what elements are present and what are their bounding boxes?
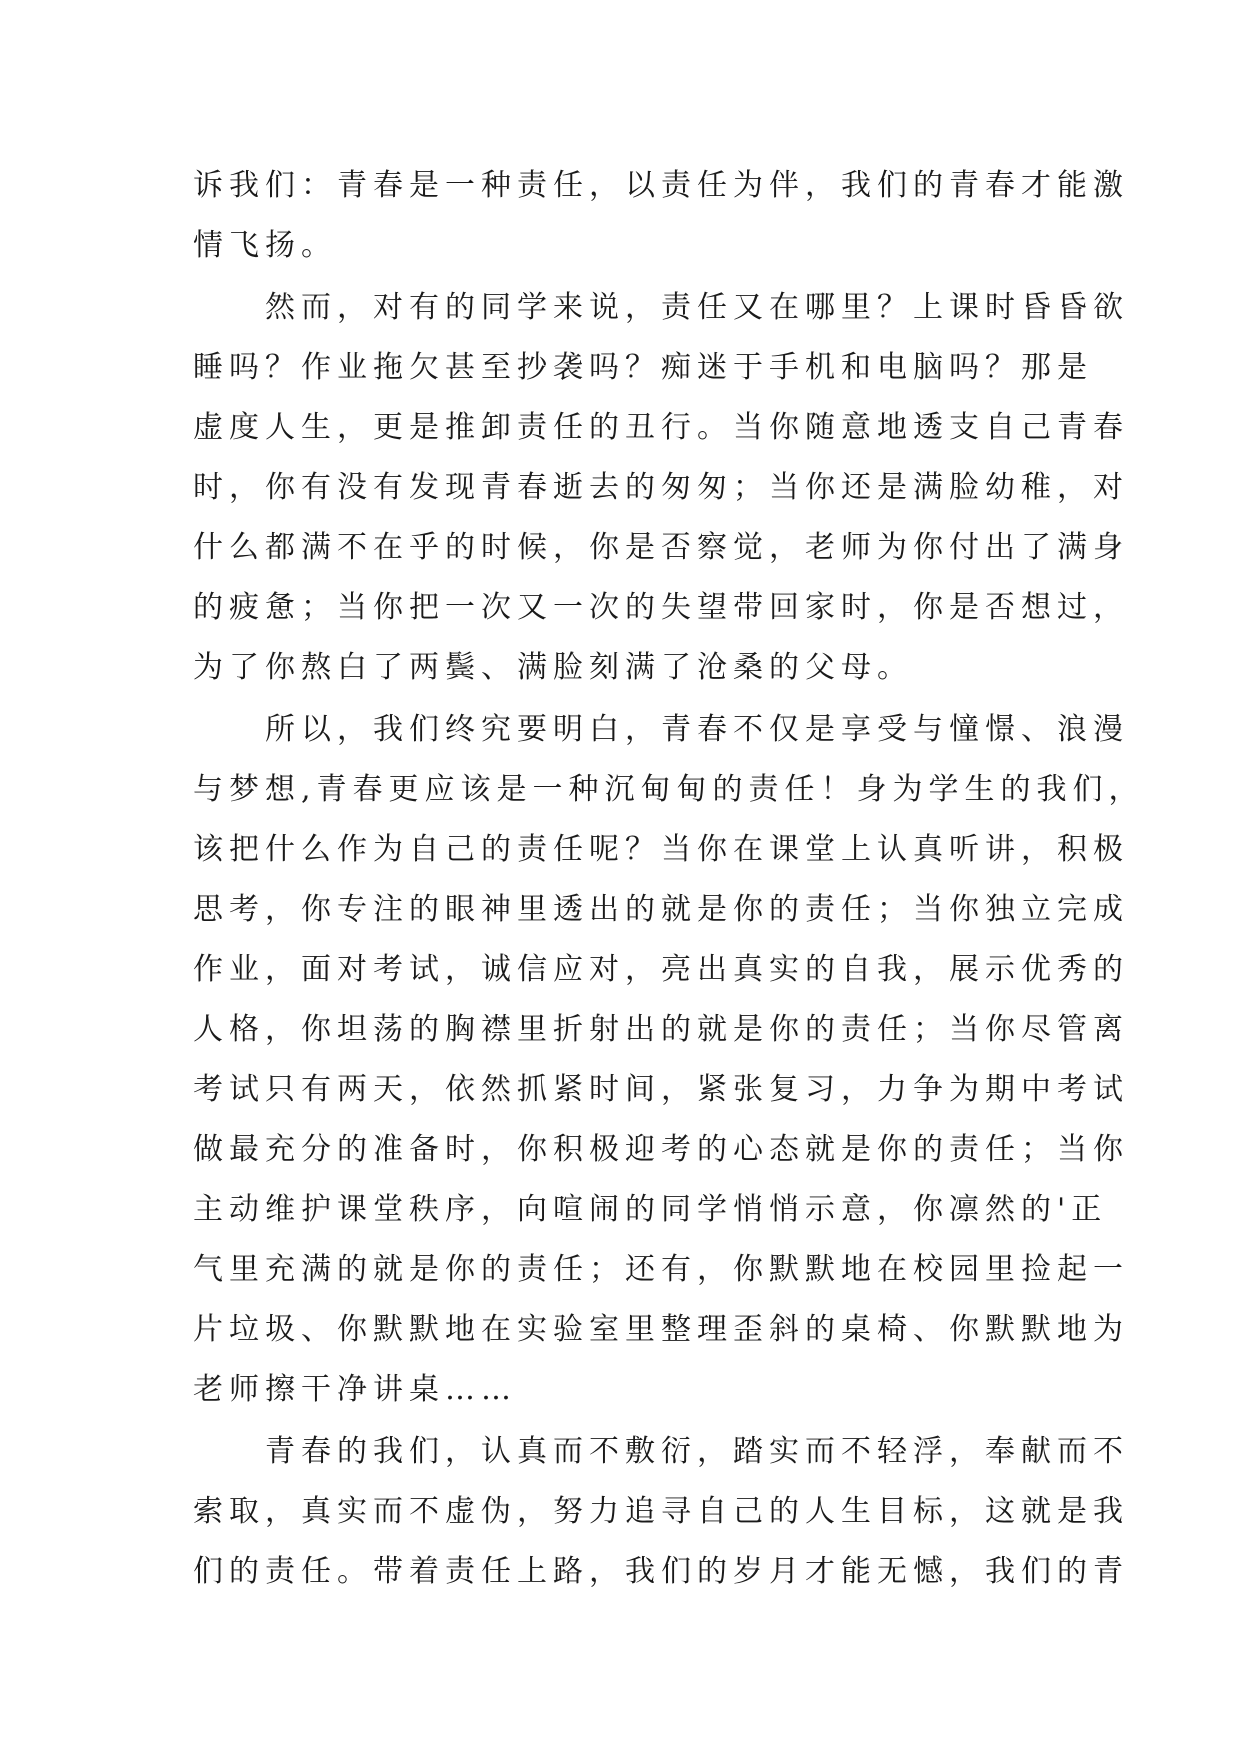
text-line: 诉我们：青春是一种责任，以责任为伴，我们的青春才能激 bbox=[193, 168, 1129, 203]
text-line: 该把什么作为自己的责任呢？当你在课堂上认真听讲，积极 bbox=[193, 832, 1129, 867]
text-line: 所以，我们终究要明白，青春不仅是享受与憧憬、浪漫 bbox=[193, 712, 1129, 747]
text-line: 索取，真实而不虚伪，努力追寻自己的人生目标，这就是我 bbox=[193, 1494, 1129, 1529]
paragraph-1 bbox=[193, 156, 1129, 276]
text-line: 考试只有两天，依然抓紧时间，紧张复习，力争为期中考试 bbox=[193, 1072, 1129, 1107]
text-line: 什么都满不在乎的时候，你是否察觉，老师为你付出了满身 bbox=[193, 530, 1129, 565]
text-line: 情飞扬。 bbox=[193, 228, 337, 263]
text-line: 的疲惫；当你把一次又一次的失望带回家时，你是否想过， bbox=[193, 590, 1129, 625]
text-line: 为了你熬白了两鬓、满脸刻满了沧桑的父母。 bbox=[193, 650, 913, 685]
text-line: 老师擦干净讲桌…… bbox=[193, 1372, 517, 1407]
text-line: 思考，你专注的眼神里透出的就是你的责任；当你独立完成 bbox=[193, 892, 1129, 927]
paragraph-2 bbox=[193, 278, 1129, 698]
paragraph-3 bbox=[193, 700, 1145, 1420]
text-line: 做最充分的准备时，你积极迎考的心态就是你的责任；当你 bbox=[193, 1132, 1129, 1167]
text-line: 青春的我们，认真而不敷衍，踏实而不轻浮，奉献而不 bbox=[193, 1434, 1129, 1469]
text-line: 时，你有没有发现青春逝去的匆匆；当你还是满脸幼稚，对 bbox=[193, 470, 1129, 505]
text-line: 们的责任。带着责任上路，我们的岁月才能无憾，我们的青 bbox=[193, 1554, 1129, 1589]
text-line: 虚度人生，更是推卸责任的丑行。当你随意地透支自己青春 bbox=[193, 410, 1129, 445]
document-body bbox=[193, 156, 1145, 1602]
text-line: 片垃圾、你默默地在实验室里整理歪斜的桌椅、你默默地为 bbox=[193, 1312, 1129, 1347]
text-line: 气里充满的就是你的责任；还有，你默默地在校园里捡起一 bbox=[193, 1252, 1129, 1287]
paragraph-4 bbox=[193, 1422, 1129, 1602]
text-line: 主动维护课堂秩序，向喧闹的同学悄悄示意，你凛然的'正 bbox=[193, 1192, 1108, 1227]
text-line: 然而，对有的同学来说，责任又在哪里？上课时昏昏欲 bbox=[193, 290, 1129, 325]
text-line: 作业，面对考试，诚信应对，亮出真实的自我，展示优秀的 bbox=[193, 952, 1129, 987]
text-line: 睡吗？作业拖欠甚至抄袭吗？痴迷于手机和电脑吗？那是 bbox=[193, 350, 1093, 385]
text-line: 人格，你坦荡的胸襟里折射出的就是你的责任；当你尽管离 bbox=[193, 1012, 1129, 1047]
text-line: 与梦想,青春更应该是一种沉甸甸的责任！身为学生的我们， bbox=[193, 772, 1145, 807]
